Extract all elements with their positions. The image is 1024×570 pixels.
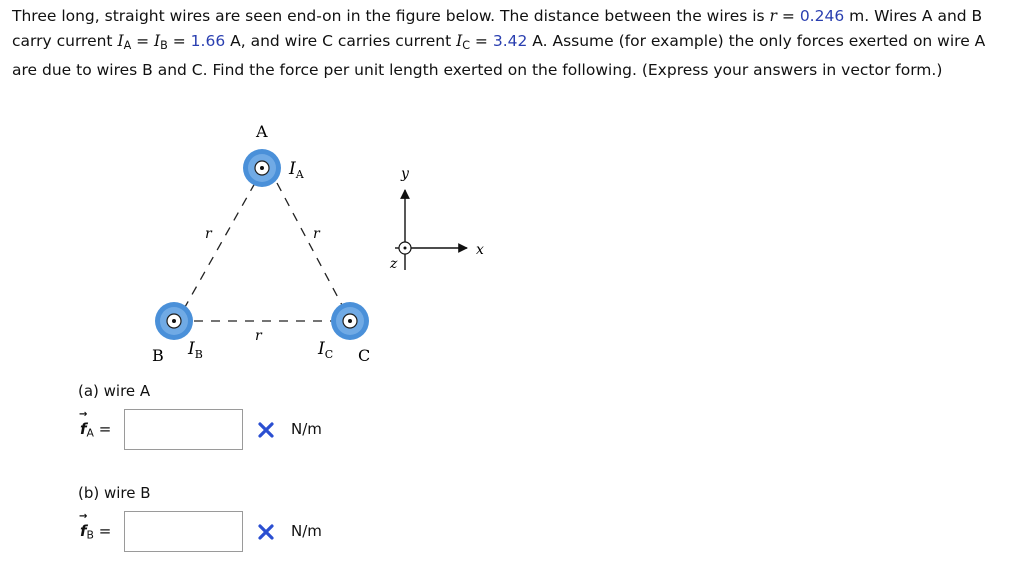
- unit-label-b: N/m: [291, 522, 322, 540]
- wire-b: [155, 302, 193, 340]
- axis-y-label: y: [401, 166, 409, 182]
- label-wire-a: A: [256, 122, 268, 141]
- r-value: 0.246: [799, 7, 845, 25]
- side-r-label-bottom: r: [255, 328, 262, 344]
- side-r-label-left: r: [205, 226, 212, 242]
- wire-c: [331, 302, 369, 340]
- problem-text: Three long, straight wires are seen end-on in the figure below. The distance between the wires is: [12, 7, 770, 25]
- unit-label-a: N/m: [291, 420, 322, 438]
- IC-symbol: $I_C$: [456, 31, 470, 52]
- wrong-x-icon: [258, 422, 274, 438]
- problem-text: A. Assume (for example) the only forces exerted on wire A are due to wires B and C. Find the force per unit length exerted on the following. (Express your answers in vector form.): [12, 31, 986, 79]
- coordinate-axes: [389, 166, 484, 272]
- wire-a: [243, 149, 281, 187]
- equals: =: [470, 31, 493, 50]
- problem-text: A, and wire C carries current: [225, 31, 457, 50]
- current-b-label: $I_B$: [188, 339, 203, 361]
- answer-input-wire-a[interactable]: [124, 409, 243, 450]
- current-a-label: $I_A$: [289, 159, 304, 181]
- wrong-x-icon: [258, 524, 274, 540]
- side-ac: [277, 183, 343, 307]
- r-symbol: r: [769, 7, 777, 25]
- part-b-vector-label: → $f_B$ =: [80, 522, 111, 542]
- IC-value: 3.42: [492, 31, 528, 50]
- equals: =: [776, 7, 800, 25]
- axis-z-label: z: [390, 256, 398, 272]
- label-wire-c: C: [358, 346, 371, 365]
- part-a-vector-label: → $f_A$ =: [80, 420, 111, 440]
- part-a-label: (a) wire A: [78, 382, 151, 400]
- IB-symbol: $I_B$: [154, 31, 168, 52]
- equals: =: [167, 31, 191, 50]
- IA-IB-value: 1.66: [190, 31, 226, 50]
- label-wire-b: B: [152, 346, 164, 365]
- problem-text: m. Wires A and B carry current: [12, 7, 983, 50]
- part-b-label: (b) wire B: [78, 484, 151, 502]
- IA-symbol: $I_A$: [117, 31, 132, 52]
- answer-input-wire-b[interactable]: [124, 511, 243, 552]
- axis-x-label: x: [476, 242, 484, 258]
- side-r-label-right: r: [313, 226, 320, 242]
- side-ab: [185, 183, 255, 307]
- current-c-label: $I_C$: [318, 339, 334, 361]
- equals: =: [131, 31, 155, 50]
